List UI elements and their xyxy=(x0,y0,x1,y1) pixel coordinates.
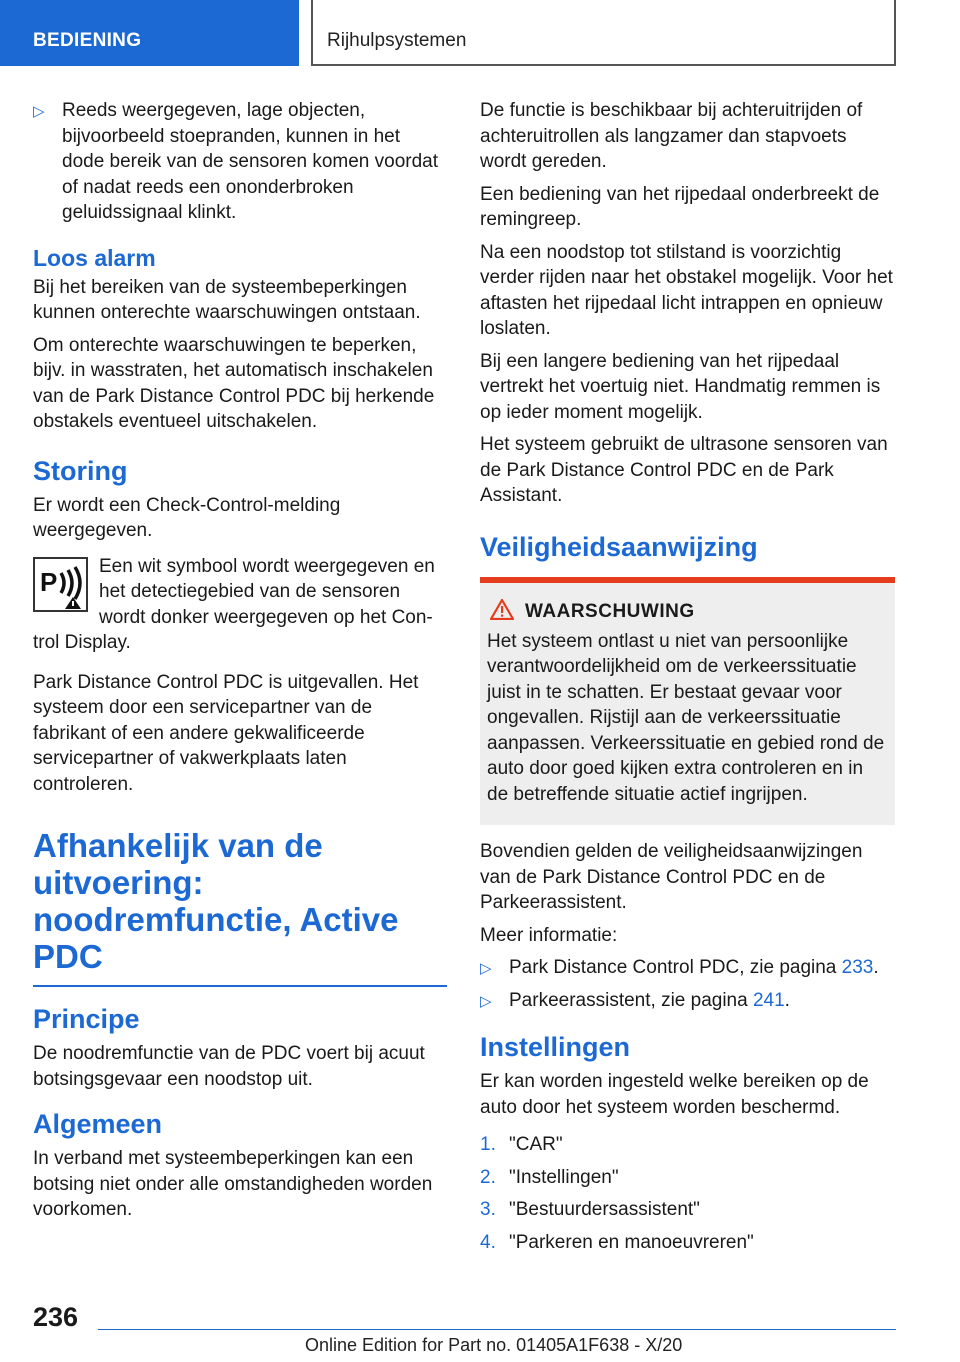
paragraph: Park Distance Control PDC is uitgevallen. Het systeem door een servicepartner van de fabrikant of een andere gekwalificeerde servicepartner of vakwerkplaats laten controleren. xyxy=(33,671,419,795)
page-link-241[interactable]: 241 xyxy=(752,989,785,1011)
left-column xyxy=(33,98,447,1230)
paragraph: Bij het bereiken van de systeembeperkingen kunnen onterechte waarschuwingen ontstaan. xyxy=(33,276,421,323)
ref-text: Parkeerassistent, zie pagina xyxy=(509,989,753,1011)
paragraph: Een bediening van het rijpedaal onderbreekt de remingreep. xyxy=(480,183,880,230)
heading-loos-alarm: Loos alarm xyxy=(33,244,156,271)
paragraph: Om onterechte waarschuwingen te beperken, bijv. in wasstraten, het automatisch inschakelen van de Park Distance Control PDC bij herkende obstakels eventueel uitschakelen. xyxy=(33,334,435,432)
ref-text: Park Distance Control PDC, zie pagina xyxy=(509,957,842,978)
paragraph: Bovendien gelden de veiligheidsaanwijzingen van de Park Distance Control PDC en de Parkeerassistent. xyxy=(480,841,863,913)
symbol-text: Een wit symbool wordt weergegeven en het detectiegebied van de sensoren wordt donker weergegeven op het Con- xyxy=(99,555,435,628)
step-item xyxy=(480,1197,895,1223)
right-column xyxy=(480,98,895,1262)
step-text: "Bestuurdersassistent" xyxy=(509,1199,700,1220)
section-label: BEDIENING xyxy=(33,30,142,51)
list-item xyxy=(480,988,895,1014)
ref-suffix: . xyxy=(873,957,879,978)
step-number: 1. xyxy=(480,1134,496,1155)
step-text: "Parkeren en manoeuvreren" xyxy=(509,1231,754,1253)
chapter-tab xyxy=(311,0,896,66)
heading-storing: Storing xyxy=(33,455,128,486)
title-divider xyxy=(33,985,447,987)
triangle-bullet-icon: ▷ xyxy=(480,992,492,1010)
section-tab xyxy=(0,0,299,66)
step-text: "Instellingen" xyxy=(509,1166,619,1188)
step-item xyxy=(480,1165,895,1191)
step-number: 3. xyxy=(480,1199,496,1220)
ref-suffix: . xyxy=(784,989,790,1011)
page-number: 236 xyxy=(33,1302,79,1332)
svg-text:P: P xyxy=(40,566,58,597)
symbol-explanation xyxy=(33,554,447,631)
step-number: 2. xyxy=(480,1166,496,1188)
paragraph: Er kan worden ingesteld welke bereiken op de auto door het systeem worden beschermd. xyxy=(480,1071,869,1118)
chapter-label: Rijhulpsystemen xyxy=(327,30,467,51)
footer-divider xyxy=(98,1329,896,1330)
paragraph: De functie is beschikbaar bij achteruitrijden of achteruitrollen als langzamer dan stapvoets wordt gereden. xyxy=(480,100,863,172)
triangle-bullet-icon: ▷ xyxy=(33,103,45,120)
paragraph: Meer informatie: xyxy=(480,924,618,946)
heading-instellingen: Instellingen xyxy=(480,1032,631,1062)
paragraph: Er wordt een Check-Control-melding weergegeven. xyxy=(33,494,341,541)
heading-veiligheid: Veiligheidsaanwijzing xyxy=(480,531,758,562)
triangle-bullet-icon: ▷ xyxy=(480,960,492,977)
warning-box xyxy=(480,577,895,826)
step-text: "CAR" xyxy=(509,1134,563,1155)
page-link-233[interactable]: 233 xyxy=(841,957,874,978)
list-item xyxy=(480,955,895,981)
heading-principe: Principe xyxy=(33,1004,140,1034)
paragraph: De noodremfunctie van de PDC voert bij acuut botsingsgevaar een noodstop uit. xyxy=(33,1043,425,1090)
warning-text: Het systeem ontlast u niet van persoonlijke verantwoordelijkheid om de verkeerssituatie juist in te schatten. Er bestaat gevaar voor ongevallen. Rijstijl aan de verkeerssituatie aanpassen. Verkeerssituatie en gebied rond de auto door goed kijken extra controleren en in de betreffende situatie actief ingrijpen. xyxy=(487,630,885,805)
warning-title xyxy=(525,601,888,623)
list-item-text: Reeds weergegeven, lage objecten, bijvoorbeeld stoepranden, kunnen in het dode bereik van de sensoren komen voordat of nadat reeds een ononderbroken geluidssignaal klinkt. xyxy=(62,100,439,223)
step-item xyxy=(480,1230,895,1256)
heading-algemeen: Algemeen xyxy=(33,1109,163,1139)
pdc-warning-symbol-icon xyxy=(33,557,88,612)
step-item xyxy=(480,1132,895,1158)
warning-triangle-icon xyxy=(490,598,514,626)
paragraph: In verband met systeembeperkingen kan een botsing niet onder alle omstandigheden worden voorkomen. xyxy=(33,1148,433,1220)
list-item xyxy=(33,98,447,226)
footer-edition: Online Edition for Part no. 01405A1F638 - X/20 xyxy=(305,1335,683,1355)
page-header xyxy=(0,0,960,66)
symbol-text-continuation: trol Display. xyxy=(33,632,131,653)
chapter-title: Afhankelijk van de uitvoering: noodremfunctie, Active PDC xyxy=(33,827,399,975)
paragraph: Na een noodstop tot stilstand is voorzichtig verder rijden naar het obstakel mogelijk. Voor het aftasten het rijpedaal licht intrappen en opnieuw loslaten. xyxy=(480,241,893,339)
step-number: 4. xyxy=(480,1231,496,1253)
paragraph: Het systeem gebruikt de ultrasone sensoren van de Park Distance Control PDC en de Park Assistant. xyxy=(480,434,888,506)
paragraph: Bij een langere bediening van het rijpedaal vertrekt het voertuig niet. Handmatig remmen is op ieder moment mogelijk. xyxy=(480,350,881,423)
warning-title-text: WAARSCHUWING xyxy=(525,600,695,622)
